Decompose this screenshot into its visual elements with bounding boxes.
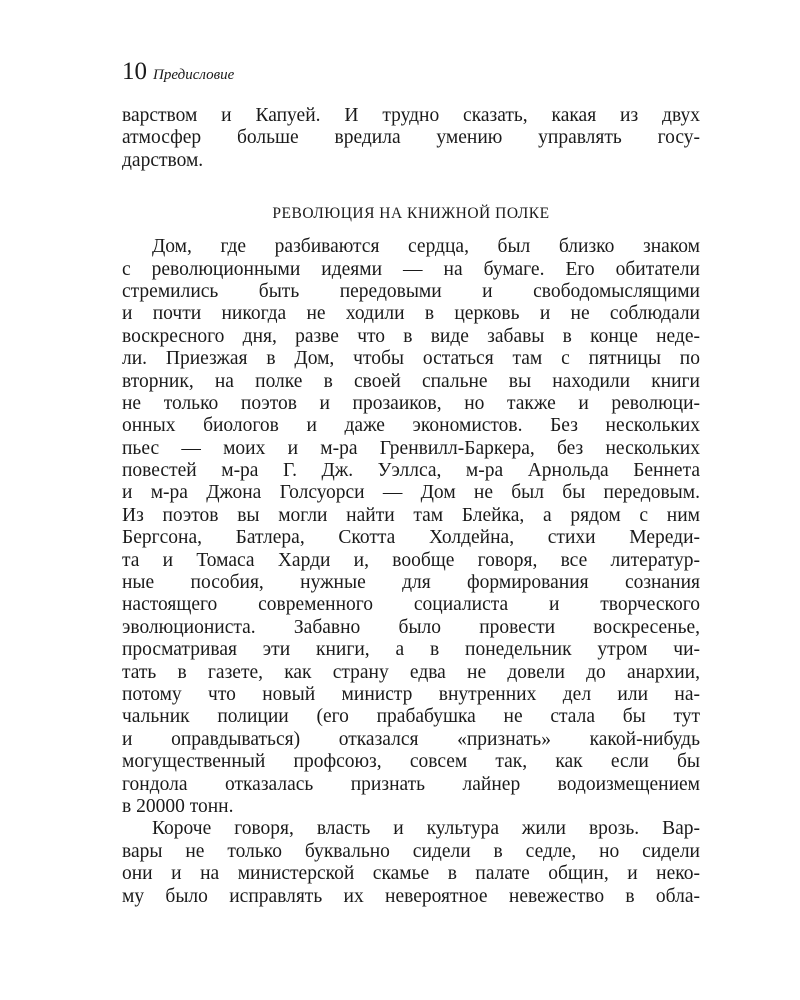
text-line: тать в газете, как страну едва не довели до анархии, (122, 661, 700, 683)
text-line: не только поэтов и прозаиков, но также и революци- (122, 392, 700, 414)
text-line: та и Томаса Харди и, вообще говоря, все литератур- (122, 549, 700, 571)
text-line: эволюциониста. Забавно было провести воскресенье, (122, 616, 700, 638)
text-line: и почти никогда не ходили в церковь и не соблюдали (122, 303, 700, 325)
paragraph-1 (122, 236, 700, 818)
text-line: вторник, на полке в своей спальне вы находили книги (122, 370, 700, 392)
text-line: с революционными идеями — на бумаге. Его обитатели (122, 258, 700, 280)
continuation-paragraph (122, 105, 700, 172)
text-line: онных биологов и даже экономистов. Без нескольких (122, 415, 700, 437)
text-line: гондола отказалась признать лайнер водоизмещением (122, 773, 700, 795)
text-line: ные пособия, нужные для формирования сознания (122, 572, 700, 594)
section-heading: РЕВОЛЮЦИЯ НА КНИЖНОЙ ПОЛКЕ (272, 205, 550, 223)
text-line: атмосфер больше вредила умению управлять госу- (122, 127, 700, 149)
text-line: могущественный профсоюз, совсем так, как если бы (122, 751, 700, 773)
text-line: и оправдываться) отказался «признать» какой-нибудь (122, 728, 700, 750)
text-line: повестей м-ра Г. Дж. Уэллса, м-ра Арнольда Беннета (122, 460, 700, 482)
text-line: просматривая эти книги, а в понедельник утром чи- (122, 639, 700, 661)
text-line: пьес — моих и м-ра Гренвилл-Баркера, без нескольких (122, 437, 700, 459)
text-line: дарством. (122, 149, 204, 171)
text-line: стремились быть передовыми и свободомыслящими (122, 280, 700, 302)
text-line: ли. Приезжая в Дом, чтобы остаться там с пятницы по (122, 348, 700, 370)
text-line: и м-ра Джона Голсуорси — Дом не был бы передовым. (122, 482, 700, 504)
text-line: вары не только буквально сидели в седле, но сидели (122, 840, 700, 862)
text-line: варством и Капуей. И трудно сказать, какая из двух (122, 105, 700, 126)
text-line: чальник полиции (его прабабушка не стала бы тут (122, 706, 700, 728)
text-line: в 20000 тонн. (122, 795, 234, 817)
running-title: Предисловие (153, 67, 235, 83)
text-line: потому что новый министр внутренних дел или на- (122, 683, 700, 705)
text-line: настоящего современного социалиста и творческого (122, 594, 700, 616)
text-line: Дом, где разбиваются сердца, был близко знаком (152, 236, 700, 258)
text-line: воскресного дня, разве что в виде забавы в конце неде- (122, 325, 700, 347)
text-line: Короче говоря, власть и культура жили врозь. Вар- (152, 818, 700, 840)
book-page (122, 58, 700, 908)
text-line: Из поэтов вы могли найти там Блейка, а рядом с ним (122, 504, 700, 526)
text-line: они и на министерской скамье в палате общин, и неко- (122, 863, 700, 885)
paragraph-2 (122, 818, 700, 908)
text-line: му было исправлять их невероятное невежество в обла- (122, 885, 700, 907)
page-number: 10 (122, 58, 147, 85)
page-header (122, 58, 700, 92)
text-line: Бергсона, Батлера, Скотта Холдейна, стихи Мереди- (122, 527, 700, 549)
